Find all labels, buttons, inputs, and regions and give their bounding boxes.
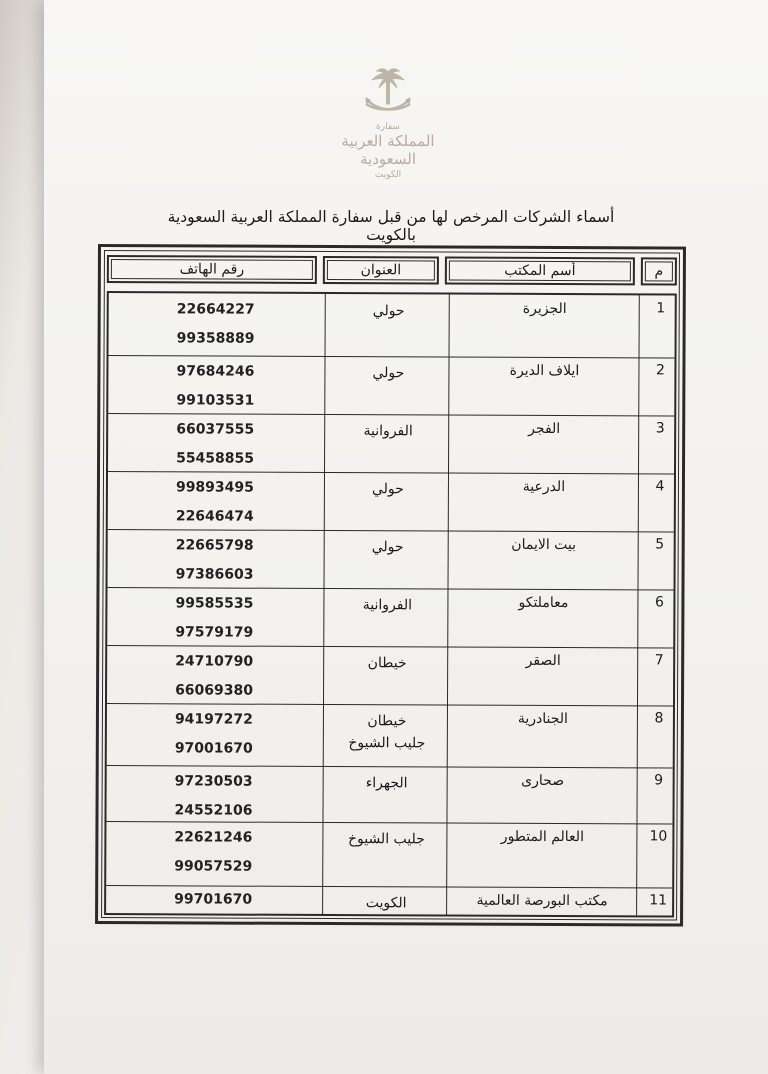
phone-number: 99057529 (174, 858, 253, 875)
phone-number: 22665798 (175, 537, 254, 554)
office-name: مكتب البورصة العالمية (476, 892, 608, 910)
table-row (107, 645, 673, 706)
office-name: الصقر (525, 652, 561, 670)
phone-number: 24552106 (174, 802, 253, 819)
table-header (107, 255, 677, 287)
row-number: 7 (654, 652, 664, 669)
table-row (107, 529, 673, 590)
saudi-emblem (318, 68, 458, 180)
phone-number: 97001670 (174, 740, 253, 757)
table-row (108, 471, 674, 532)
office-address: حولي (371, 481, 404, 498)
office-name: الجنادرية (517, 710, 569, 728)
row-number: 4 (655, 478, 665, 495)
palm-swords-icon (358, 68, 418, 120)
table-row (107, 587, 673, 648)
office-name: العالم المتطور (500, 828, 585, 846)
header-office: أسم المكتب (445, 257, 635, 286)
row-number: 11 (649, 892, 668, 909)
row-number: 9 (654, 772, 664, 789)
office-name: ايلاف الديرة (509, 362, 580, 380)
phone-number: 97579179 (175, 624, 254, 641)
row-number: 5 (655, 536, 665, 553)
phone-number: 22621246 (174, 829, 253, 846)
office-address: حولي (372, 303, 405, 320)
phone-number: 97386603 (175, 566, 254, 583)
row-number: 10 (649, 828, 668, 845)
table-row (108, 355, 674, 416)
row-number: 6 (654, 594, 664, 611)
table-row (108, 413, 674, 474)
emblem-kingdom-text: المملكة العربية السعودية (341, 132, 435, 168)
phone-number: 66037555 (176, 421, 255, 438)
header-num: م (641, 257, 677, 285)
office-name: معاملتكو (518, 594, 569, 612)
offices-table (95, 244, 686, 927)
phone-number: 99585535 (175, 595, 254, 612)
phone-number: 55458855 (176, 450, 255, 467)
table-row (107, 703, 673, 768)
table-row (106, 885, 672, 919)
phone-number: 97684246 (176, 363, 255, 380)
office-address: خيطان (367, 655, 407, 672)
office-address: حولي (372, 365, 405, 382)
phone-number: 97230503 (174, 773, 253, 790)
office-name: الجزيرة (522, 300, 567, 318)
phone-number: 99103531 (176, 392, 255, 409)
table-body (104, 291, 677, 917)
table-row (106, 765, 672, 824)
phone-number: 99701670 (174, 891, 253, 908)
emblem-embassy-text: سفارة (376, 122, 400, 132)
row-number: 8 (654, 710, 664, 727)
office-name: الدرعية (522, 478, 566, 496)
office-address: الكويت (365, 895, 407, 912)
office-address: خيطان جليب الشيوخ (348, 713, 426, 752)
phone-number: 22646474 (175, 508, 254, 525)
document-title: أسماء الشركات المرخص لها من قبل سفارة المملكة العربية السعودية بالكويت (167, 208, 615, 244)
emblem-city-text: الكويت (374, 170, 402, 180)
header-phone: رقم الهاتف (107, 255, 317, 284)
phone-number: 94197272 (174, 711, 253, 728)
header-address: العنوان (323, 256, 439, 285)
row-number: 3 (655, 420, 665, 437)
table-row (106, 821, 672, 888)
row-number: 2 (655, 362, 665, 379)
office-name: بيت الايمان (511, 536, 577, 554)
office-name: صحارى (521, 772, 565, 790)
office-address: الفروانية (363, 423, 413, 440)
office-name: الفجر (528, 420, 561, 438)
office-address: حولي (371, 539, 404, 556)
office-address: الفروانية (362, 597, 413, 614)
office-address: جليب الشيوخ (347, 831, 425, 848)
phone-number: 24710790 (175, 653, 254, 670)
office-address: الجهراء (365, 775, 408, 792)
phone-number: 99893495 (175, 479, 254, 496)
phone-number: 99358889 (176, 330, 255, 347)
phone-number: 22664227 (176, 301, 255, 318)
row-number: 1 (656, 300, 666, 317)
table-row (109, 293, 675, 358)
phone-number: 66069380 (175, 682, 254, 699)
